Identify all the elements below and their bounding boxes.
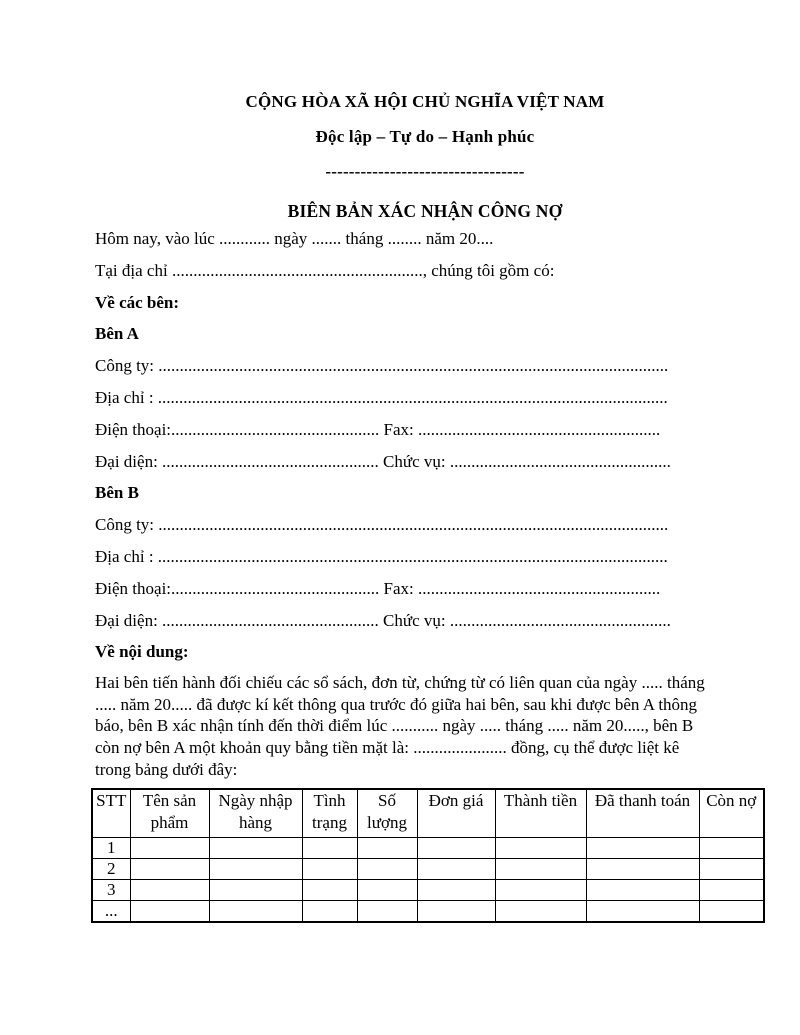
- national-title: CỘNG HÒA XÃ HỘI CHỦ NGHĨA VIỆT NAM: [245, 92, 605, 111]
- table-header-product-name: Tên sản phẩm: [130, 789, 209, 837]
- table-cell: [302, 837, 357, 858]
- table-cell: [495, 858, 586, 879]
- table-cell-stt: 2: [92, 858, 130, 879]
- table-cell: [357, 837, 417, 858]
- table-row: [92, 879, 764, 900]
- party-b-heading: Bên B: [95, 483, 139, 503]
- table-cell: [302, 900, 357, 922]
- table-cell: [495, 900, 586, 922]
- table-header-row: [92, 789, 764, 837]
- document-header: [95, 93, 755, 181]
- table-cell-stt: 3: [92, 879, 130, 900]
- table-cell: [209, 900, 302, 922]
- table-cell: [357, 879, 417, 900]
- table-cell: [302, 858, 357, 879]
- debt-items-table: [91, 788, 765, 923]
- table-header-quantity: Số lượng: [357, 789, 417, 837]
- table-cell: [699, 879, 764, 900]
- table-cell: [699, 858, 764, 879]
- table-cell: [357, 858, 417, 879]
- table-cell: [699, 900, 764, 922]
- national-motto: Độc lập – Tự do – Hạnh phúc: [315, 127, 535, 146]
- party-b-representative-field: Đại diện: ................................................... Chức vụ: ....................................................: [95, 610, 671, 630]
- table-row: [92, 837, 764, 858]
- party-a-representative-field: Đại diện: ................................................... Chức vụ: ....................................................: [95, 451, 671, 471]
- intro-datetime-line: Hôm nay, vào lúc ............ ngày ....... tháng ........ năm 20....: [95, 229, 494, 248]
- party-b-phone-fax-field: Điện thoại:................................................. Fax: .........................................................: [95, 578, 661, 598]
- table-cell: [357, 900, 417, 922]
- table-cell: [130, 837, 209, 858]
- table-row: [92, 858, 764, 879]
- table-cell: [586, 900, 699, 922]
- table-header-import-date: Ngày nhập hàng: [209, 789, 302, 837]
- header-divider: ----------------------------------: [325, 162, 525, 181]
- table-header-unit-price: Đơn giá: [417, 789, 495, 837]
- table-header-condition: Tình trạng: [302, 789, 357, 837]
- table-row: [92, 900, 764, 922]
- table-cell: [495, 837, 586, 858]
- document-body: [95, 223, 755, 923]
- party-b-company-field: Công ty: ........................................................................................................................: [95, 515, 669, 535]
- table-header-total: Thành tiền: [495, 789, 586, 837]
- party-a-address-field: Địa chỉ : ........................................................................................................................: [95, 387, 668, 407]
- party-a-phone-fax-field: Điện thoại:................................................. Fax: .........................................................: [95, 419, 661, 439]
- table-cell: [586, 837, 699, 858]
- intro-address-line: Tại địa chỉ ..........................................................., chúng tôi gồm có:: [95, 260, 555, 280]
- table-cell: [209, 879, 302, 900]
- table-cell: [417, 837, 495, 858]
- party-a-heading: Bên A: [95, 324, 139, 344]
- document-title: BIÊN BẢN XÁC NHẬN CÔNG NỢ: [287, 201, 563, 221]
- party-b-address-field: Địa chỉ : ........................................................................................................................: [95, 546, 668, 566]
- table-cell: [417, 858, 495, 879]
- table-cell: [699, 837, 764, 858]
- table-cell-stt: 1: [92, 837, 130, 858]
- content-paragraph: Hai bên tiến hành đối chiếu các sổ sách, đơn từ, chứng từ có liên quan của ngày ..... tháng ..... năm 20..... đã được kí kết thông qua trước đó giữa hai bên, sau khi được bên A thông báo, bên B xác nhận tính đến thời điểm lúc ........... ngày ..... tháng ..... năm 20....., bên B còn nợ bên A một khoản quy bằng tiền mặt là: ...................... đồng, cụ thể được liệt kê trong bảng dưới đây:: [95, 673, 709, 779]
- content-section-heading: Về nội dung:: [95, 642, 189, 662]
- table-cell: [130, 858, 209, 879]
- table-cell: [209, 837, 302, 858]
- table-cell: [495, 879, 586, 900]
- table-cell: [209, 858, 302, 879]
- table-cell: [586, 879, 699, 900]
- table-cell: [417, 879, 495, 900]
- table-cell: [130, 900, 209, 922]
- table-cell: [417, 900, 495, 922]
- table-cell-stt: ...: [92, 900, 130, 922]
- table-cell: [302, 879, 357, 900]
- table-header-stt: STT: [92, 789, 130, 837]
- parties-section-heading: Về các bên:: [95, 292, 180, 312]
- table-cell: [586, 858, 699, 879]
- table-header-paid: Đã thanh toán: [586, 789, 699, 837]
- party-a-company-field: Công ty: ........................................................................................................................: [95, 356, 669, 376]
- table-cell: [130, 879, 209, 900]
- table-header-owed: Còn nợ: [699, 789, 764, 837]
